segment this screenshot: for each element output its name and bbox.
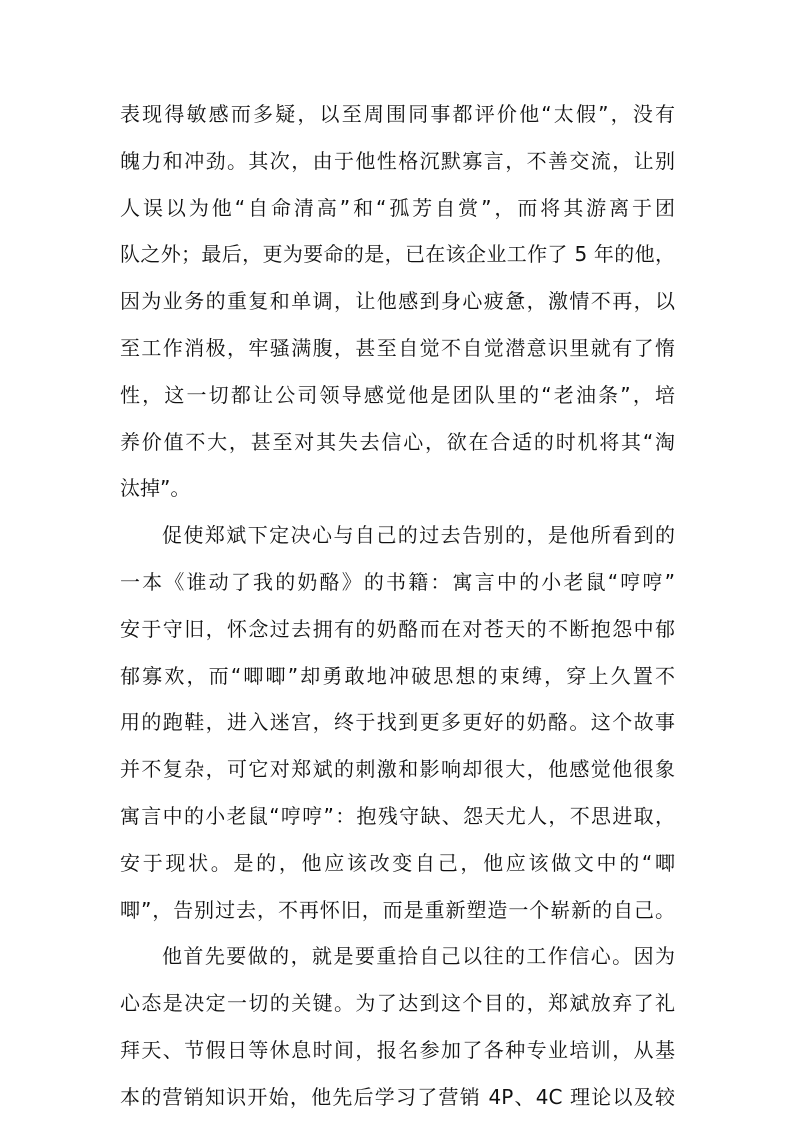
paragraph-2-line-2: 一本《谁动了我的奶酪》的书籍：寓言中的小老鼠“哼哼” xyxy=(120,569,675,594)
paragraph-2-line-1: 促使郑斌下定决心与自己的过去告别的，是他所看到的 xyxy=(162,523,675,548)
document-body xyxy=(120,91,675,1121)
paragraph-1-line-1: 表现得敏感而多疑，以至周围同事都评价他“太假”，没有 xyxy=(120,102,675,126)
paragraph-3-line-2: 心态是决定一切的关键。为了达到这个目的，郑斌放弃了礼 xyxy=(120,991,675,1016)
paragraph-2-line-4: 郁寡欢，而“唧唧”却勇敢地冲破思想的束缚，穿上久置不 xyxy=(120,663,675,688)
paragraph-1-line-7: 性，这一切都让公司领导感觉他是团队里的“老油条”，培 xyxy=(120,382,675,407)
paragraph-1-line-9: 汰掉”。 xyxy=(120,476,191,501)
paragraph-2-line-5: 用的跑鞋，进入迷宫，终于找到更多更好的奶酪。这个故事 xyxy=(120,710,675,735)
paragraph-3-line-1: 他首先要做的，就是要重拾自己以往的工作信心。因为 xyxy=(162,944,675,969)
paragraph-3-line-3: 拜天、节假日等休息时间，报名参加了各种专业培训，从基 xyxy=(120,1037,675,1062)
paragraph-1-line-2: 魄力和冲劲。其次，由于他性格沉默寡言，不善交流，让别 xyxy=(120,148,675,173)
paragraph-2-line-3: 安于守旧，怀念过去拥有的奶酪而在对苍天的不断抱怨中郁 xyxy=(120,616,675,641)
paragraph-1-line-8: 养价值不大，甚至对其失去信心，欲在合适的时机将其“淘 xyxy=(120,429,675,454)
paragraph-3-line-4: 本的营销知识开始，他先后学习了营销 4P、4C 理论以及较 xyxy=(120,1084,675,1109)
paragraph-2-line-7: 寓言中的小老鼠“哼哼”：抱残守缺、怨天尤人，不思进取， xyxy=(120,803,675,828)
paragraph-2-line-8: 安于现状。是的，他应该改变自己，他应该做文中的“唧 xyxy=(120,850,675,875)
paragraph-1-line-6: 至工作消极，牢骚满腹，甚至自觉不自觉潜意识里就有了惰 xyxy=(120,335,675,360)
paragraph-2-line-9: 唧”，告别过去，不再怀旧，而是重新塑造一个崭新的自己。 xyxy=(120,897,675,922)
paragraph-1-line-5: 因为业务的重复和单调，让他感到身心疲惫，激情不再，以 xyxy=(120,289,675,314)
paragraph-2-line-6: 并不复杂，可它对郑斌的刺激和影响却很大，他感觉他很象 xyxy=(120,757,675,782)
paragraph-1-line-4: 队之外；最后，更为要命的是，已在该企业工作了 5 年的他， xyxy=(120,242,675,267)
paragraph-1-line-3: 人误以为他“自命清高”和“孤芳自赏”，而将其游离于团 xyxy=(120,195,675,220)
